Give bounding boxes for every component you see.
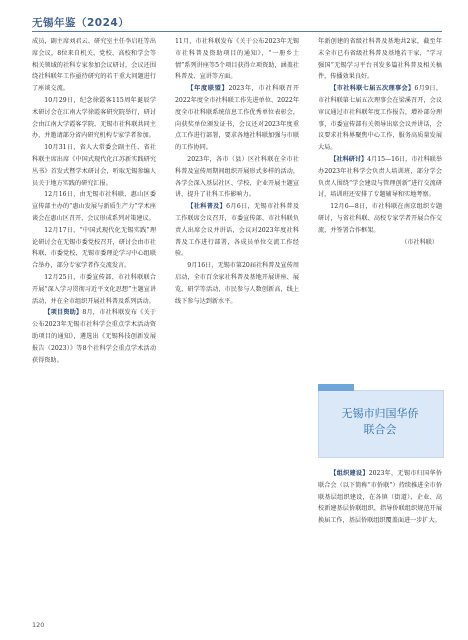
paragraph-project-funding <box>32 307 156 366</box>
paragraph-popularization <box>175 201 299 260</box>
section-banner-tab <box>318 384 354 391</box>
paragraph-text: 8月，市社科联发布《关于公布2023年无锡市社科学会重点学术活动资助项目的通知》，遴选出《无锡科技创新发展报告（2023）》等8个社科学会重点学术活动获得资助。 <box>32 309 156 364</box>
column-right <box>318 36 442 376</box>
paragraph-council-meeting <box>318 83 442 154</box>
paragraph: 11月，市社科联发布《关于公布2023年无锡市社科普及资助项目的通知》，“一册乡土情”系列讲座等5个项目获得立项资助，涵盖社科普及、宣讲等方面。 <box>175 38 299 81</box>
paragraph-seminar <box>318 154 442 201</box>
paragraph-text: 4月15—16日，市社科联举办2023年社科学会负责人培训班，部分学会负责人围绕“学会建设与管理创新”进行交流研讨，培训班还安排了专题辅导和实地考察。 <box>318 155 442 199</box>
paragraph: 2023年，各市（县）区社科联在全市社科普及宣传周期间组织开展形式多样的活动，各学会深入基层社区、学校、企业开展主题宣讲，提升了社科工作影响力。 <box>175 155 299 199</box>
section-heading: 【社科普及】 <box>187 203 227 211</box>
paragraph-organization <box>318 468 442 527</box>
section-banner <box>318 384 442 460</box>
section-heading: 【年度联盟】 <box>187 85 229 93</box>
section-title-line1: 无锡市归国华侨 <box>341 407 419 420</box>
column-left <box>32 36 156 616</box>
paragraph: 12月25日，市委宣传部、市社科联联合开展“深入学习贯彻习近平文化思想”主题宣讲活动，并在全市组织开展社科普及系列活动。 <box>32 273 156 305</box>
yearbook-title: 无锡年鉴（2024） <box>32 17 130 29</box>
paragraph: 10月29日，纪念徐霞客115周年诞辰学术研讨会在江南大学徐霞客研究院举行，研讨会由江南大学霞客学院、无锡市社科联共同主办，并邀请部分省内研究机构专家学者参加。 <box>32 96 156 140</box>
section-heading: 【组织建设】 <box>330 470 369 477</box>
column-middle <box>175 36 299 616</box>
paragraph-text: 2023年，市社科联召开2022年度全市社科联工作先进单位、2022年度全市社科联系统信息工作优秀单位表彰会，向获奖单位颁发证书，会议还对2023年度重点工作进行部署，要求各地社科联加强与市联的工作协同。 <box>175 85 299 152</box>
section-heading: 【项目资助】 <box>44 309 83 317</box>
paragraph: 成员，副主席刘君云、研究室主任李启旺等出席会议，8位来自机关、党校、高校和学会等相关领域的社科专家参加会议研讨，会议还围绕社科联年工作亟待研究的若干重大问题进行了座谈交流。 <box>32 38 156 93</box>
paragraph-text: 6月6日，无锡市社科普及工作联席会议召开，市委宣传部、市社科联负责人出席会议并讲话，会议对2023年度社科普及工作进行部署，各成员单位交流工作经验。 <box>175 203 299 258</box>
paragraph: 12月16日，由无锡市社科联、惠山区委宣传部主办的“惠山发展与新质生产力”学术座谈会在惠山区召开，会议形成系列对策建议。 <box>32 191 156 222</box>
header-divider <box>32 31 442 32</box>
page-header <box>32 10 442 32</box>
section-title-line2: 联合会 <box>363 423 397 436</box>
paragraph-text: 6月9日，市社科联第七届五次理事会在梁溪召开，会议审议通过市社科联年度工作报告，增补部分理事，市委宣传部有关领导出席会议并讲话，会议要求社科界聚焦中心工作，服务高质量发展大局。 <box>318 85 442 152</box>
paragraph-annual-league <box>175 83 299 154</box>
paragraph: 9月16日，无锡市第20届社科普及宣传周启动，全市百余家社科普及基地开展讲座、展览、研学等活动，市民参与人数创新高，线上线下参与达到新水平。 <box>175 262 299 305</box>
section-heading: 【市社科联七届五次理事会】 <box>330 85 415 93</box>
paragraph-text: 2023年，无锡市归国华侨联合会（以下简称“市侨联”）持续推进全市侨联基层组织建设，在各镇（街道）、企业、高校新建基层侨联组织，指导侨联组织规范开展换届工作，基层侨联组织覆盖面进一步扩大。 <box>318 470 442 525</box>
section-heading: 【社科研讨】 <box>330 155 368 163</box>
paragraph: 12月17日，“中国式现代化无锡实践”理论研讨会在无锡市委党校召开，研讨会由市社科联、市委党校、无锡市委理论学习中心组联合举办，部分专家学者作交流发言。 <box>32 226 156 270</box>
section-title <box>318 406 442 438</box>
paragraph: 12月6—8日，市社科联在南京组织专题研讨，与省社科联、高校专家学者开展合作交流，并签署合作框架。 <box>318 203 442 234</box>
paragraph: 10月31日，省人大常委会副主任、省社科联主席出席《中国式现代化江苏新实践研究丛书》首发式暨学术研讨会，听取无锡参编人员关于地方实践的研究汇报。 <box>32 144 156 187</box>
paragraph: 年新创建的省级社科普及基地共2家，截至年末全市已有省级社科普及基地若干家，“学习强国”无锡学习平台刊发多篇社科普及相关稿件，传播效果良好。 <box>318 38 442 81</box>
page-number: 120 <box>32 621 45 629</box>
source-signoff: （市社科联） <box>401 238 438 246</box>
column-right-lower <box>318 468 442 616</box>
